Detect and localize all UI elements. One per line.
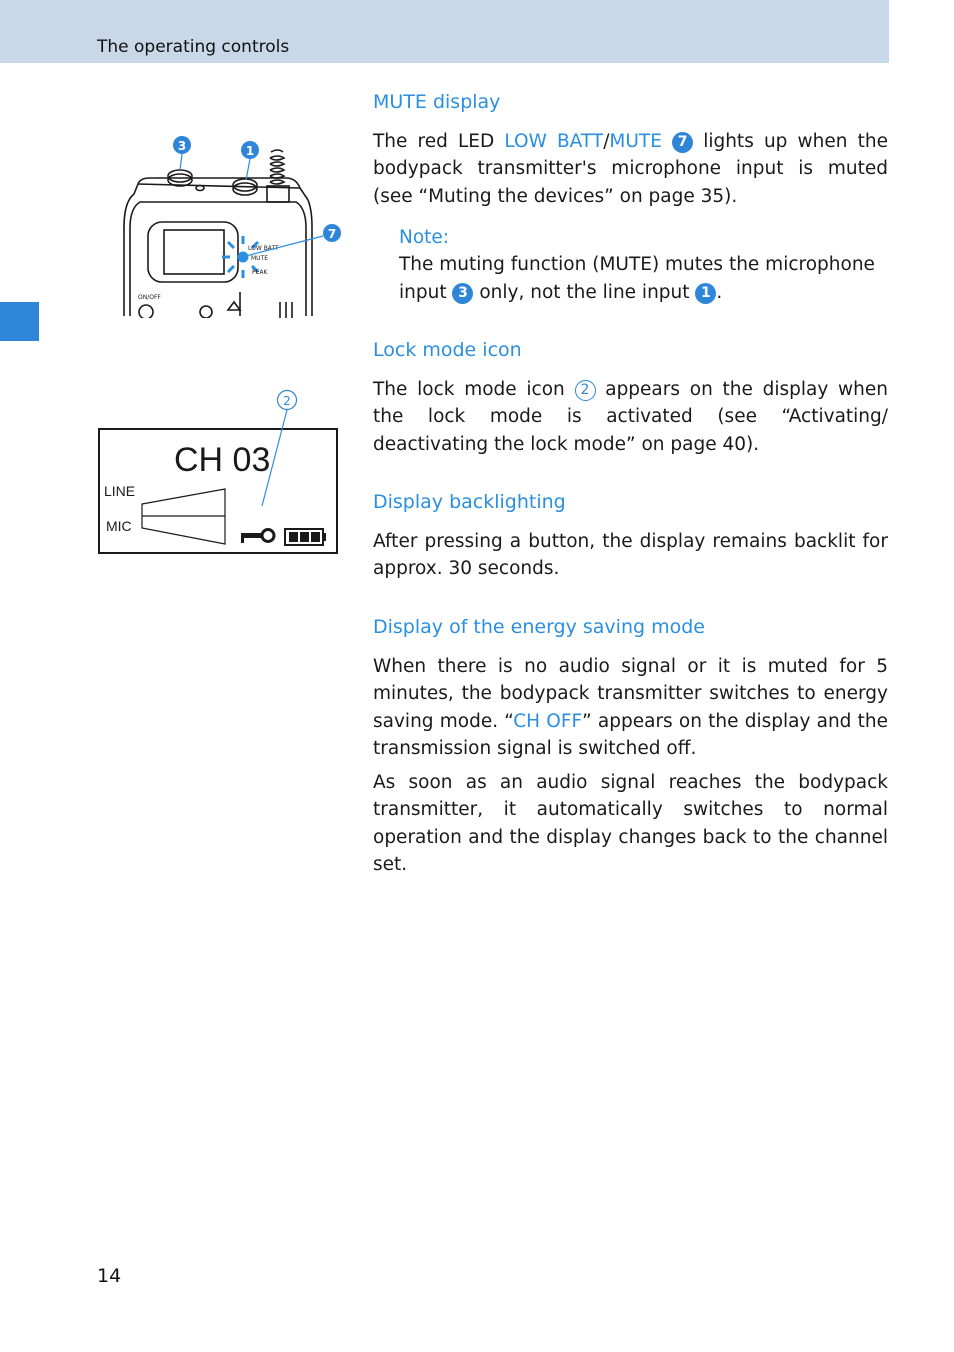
line-label: LINE [104,483,136,499]
on-off-label: ON/OFF [138,294,161,301]
channel-readout: CH 03 [174,441,271,479]
note-label: Note: [399,227,450,248]
callout-2-text: 2 [283,394,291,408]
running-header: The operating controls [97,37,290,57]
ref-3-badge: 3 [452,283,473,304]
lock-heading: Lock mode icon [373,339,522,361]
mute-note [399,224,888,306]
callout-3-text: 3 [177,139,187,153]
energy-paragraph-2: As soon as an audio signal reaches the bodypack transmitter, it automatically switches to normal operation and the display changes back to the channel set. [373,772,888,875]
low-batt-term: LOW BATT [504,131,604,152]
ref-2-badge: 2 [575,380,596,401]
callout-1-text: 1 [245,144,255,158]
energy-paragraph-1: When there is no audio signal or it is muted for 5 minutes, the bodypack transmitter switches to energy saving mode. “CH OFF” appears on the display and the transmission signal is switched off. [373,656,888,759]
ref-7-badge: 7 [672,132,693,153]
backlight-heading: Display backlighting [373,491,566,513]
display-figure [96,386,344,558]
backlight-paragraph: After pressing a button, the display remains backlit for approx. 30 seconds. [373,531,888,580]
mute-heading: MUTE display [373,91,501,113]
energy-heading: Display of the energy saving mode [373,616,705,638]
mute-term: MUTE [609,131,662,152]
mute-paragraph: The red LED LOW BATT/MUTE 7 lights up when the bodypack transmitter's microphone input is muted (see “Muting the devices” on page 35). [373,131,888,207]
lock-paragraph: The lock mode icon 2 appears on the display when the lock mode is activated (see “Activating/ deactivating the lock mode” on page 40). [373,379,888,455]
ch-off-term: CH OFF [513,710,583,732]
mute-label: MUTE [251,255,269,262]
bodypack-figure [110,132,350,318]
low-batt-label: LOW BATT [248,245,279,252]
chapter-tab [0,302,39,341]
page-number: 14 [97,1265,122,1287]
mic-label: MIC [106,518,132,534]
battery-icon [285,529,326,545]
callout-7-text: 7 [327,227,337,241]
peak-label: PEAK [252,269,268,276]
note-text: The muting function (MUTE) mutes the microphone input 3 only, not the line input 1 . [399,254,875,303]
ref-1-badge: 1 [695,283,716,304]
